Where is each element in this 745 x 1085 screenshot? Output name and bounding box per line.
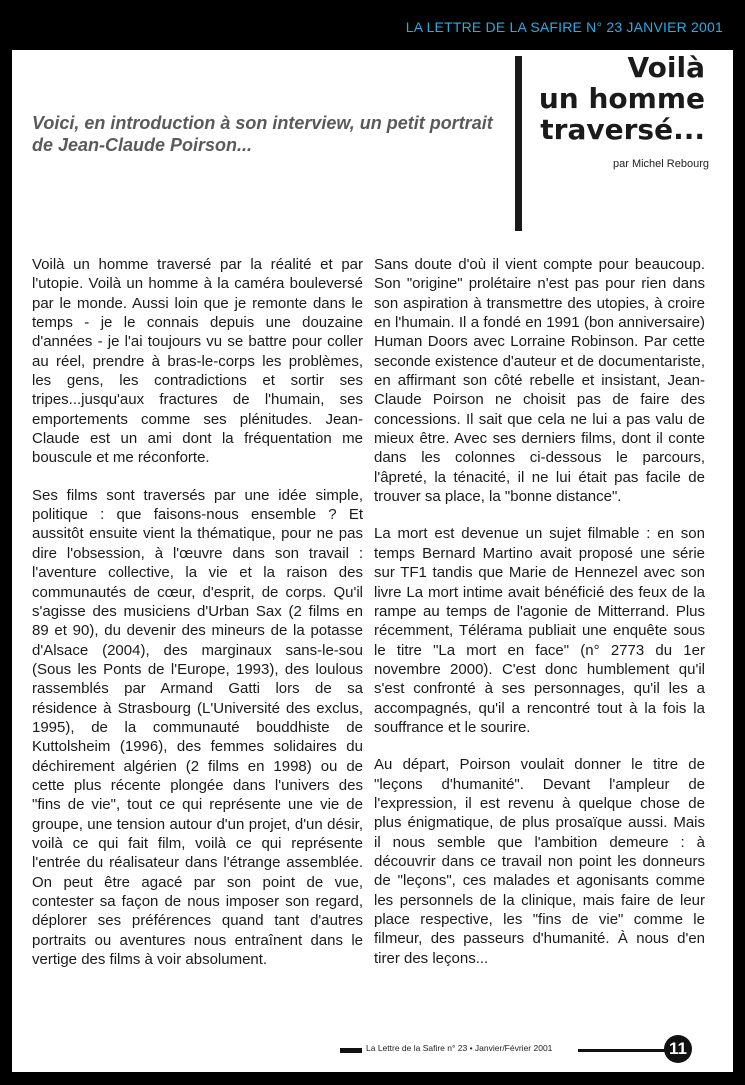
title-line-1: Voilà <box>627 51 705 84</box>
magazine-page <box>12 50 733 1072</box>
intro-text: Voici, en introduction à son interview, un petit portrait de Jean-Claude Poirson... <box>32 113 493 155</box>
paragraph: Voilà un homme traversé par la réalité et par l'utopie. Voilà un homme à la caméra bouleversé par le monde. Aussi loin que je remonte dans le temps - je le connais depuis une douzaine d'années - je l'ai toujours vu se battre pour coller au réel, prendre à bras-le-corps les problèmes, les gens, les contradictions et sortir ses tripes...jusqu'aux fractures de l'humain, ses emportements comme ses plénitudes. Jean-Claude est un ami dont la fréquentation me bouscule et me réconforte. <box>32 256 363 467</box>
page-number: 11 <box>664 1035 692 1063</box>
title-line-3: traversé... <box>540 113 705 146</box>
paragraph: Ses films sont traversés par une idée simple, politique : que faisons-nous ensemble ? Et aussitôt ensuite vient la thématique, pour ne pas dire l'obsession, à l'œuvre dans son travail : l'aventure collective, la vie et la raison des communautés de cœur, d'esprit, de corps. Qu'il s'agisse des musiciens d'Urban Sax (2 films en 89 et 90), du devenir des mineurs de la potasse d'Alsace (2004), des marginaux sans-le-sou (Sous les Ponts de l'Europe, 1993), des loulous rassemblés par Armand Gatti lors de sa résidence à Strasbourg (L'Université des exclus, 1995), de la communauté bouddhiste de Kuttolsheim (1996), des femmes solidaires du déchirement algérien (2 films en 1998) ou de cette plus récente plongée dans l'univers des "fins de vie", tout ce qui représente une vie de groupe, une tension autour d'un projet, d'un désir, voilà ce qui fait film, voilà ce qui représente l'entrée du réalisateur dans l'étrange assemblée. On peut être agacé par son point de vue, contester sa façon de nous imposer son regard, déplorer ses préférences quand tant d'autres portraits ou aventures nous entraînent dans le vertige des films à voir absolument. <box>32 486 363 969</box>
article-column-left <box>32 255 363 987</box>
paragraph: Au départ, Poirson voulait donner le titre de "leçons d'humanité". Devant l'ampleur de l'expression, il est revenu à quelque chose de plus énigmatique, de plus prosaïque aussi. Mais il nous semble que l'ambition demeure : à découvrir dans ce travail non point les donneurs de "leçons", ces malades et agonisants comme les personnels de la clinique, mais faire de leur place respective, les "fins de vie" comme le filmeur, des passeurs d'humanité. À nous d'en tirer des leçons... <box>374 756 705 967</box>
footer-rule <box>578 1049 670 1052</box>
article-title <box>515 52 705 145</box>
paragraph: Sans doute d'où il vient compte pour beaucoup. Son "origine" prolétaire n'est pas pour rien dans son aspiration à transmettre des utopies, à croire en l'humain. Il a fondé en 1991 (bon anniversaire) Human Doors avec Lorraine Robinson. Par cette seconde existence d'auteur et de documentariste, en affirmant son côté rebelle et insistant, Jean-Claude Poirson ne choisit pas de faire des concessions. Il sait que cela ne lui a pas valu de mieux être. Avec ses derniers films, dont il conte dans les colonnes ci-dessous le parcours, l'âpreté, la ténacité, il ne lui était pas facile de trouver sa place, la "bonne distance". <box>374 256 705 506</box>
footer-mark <box>340 1048 362 1053</box>
top-banner <box>0 0 745 50</box>
paragraph: La mort est devenue un sujet filmable : en son temps Bernard Martino avait proposé une série sur TF1 tandis que Marie de Hennezel avec son livre La mort intime avait bénéficié des feux de la rampe au temps de l'agonie de Mitterrand. Plus récemment, Télérama publiait une enquête sous le titre "La mort en face" (n° 2773 du 1er novembre 2000). C'est donc humblement qu'il s'est confronté à ses personnages, qu'il les a accompagnés, qu'il a rencontré tout à la fois la souffrance et le sourire. <box>374 525 705 736</box>
article-column-right <box>374 255 705 986</box>
publication-line: LA LETTRE DE LA SAFIRE N° 23 JANVIER 2001 <box>405 19 723 35</box>
title-line-2: un homme <box>538 82 705 115</box>
page-footer <box>12 1028 733 1068</box>
footer-text: La Lettre de la Safire n° 23 • Janvier/Février 2001 <box>366 1043 553 1053</box>
byline: par Michel Rebourg <box>613 158 709 170</box>
title-block <box>515 50 709 170</box>
